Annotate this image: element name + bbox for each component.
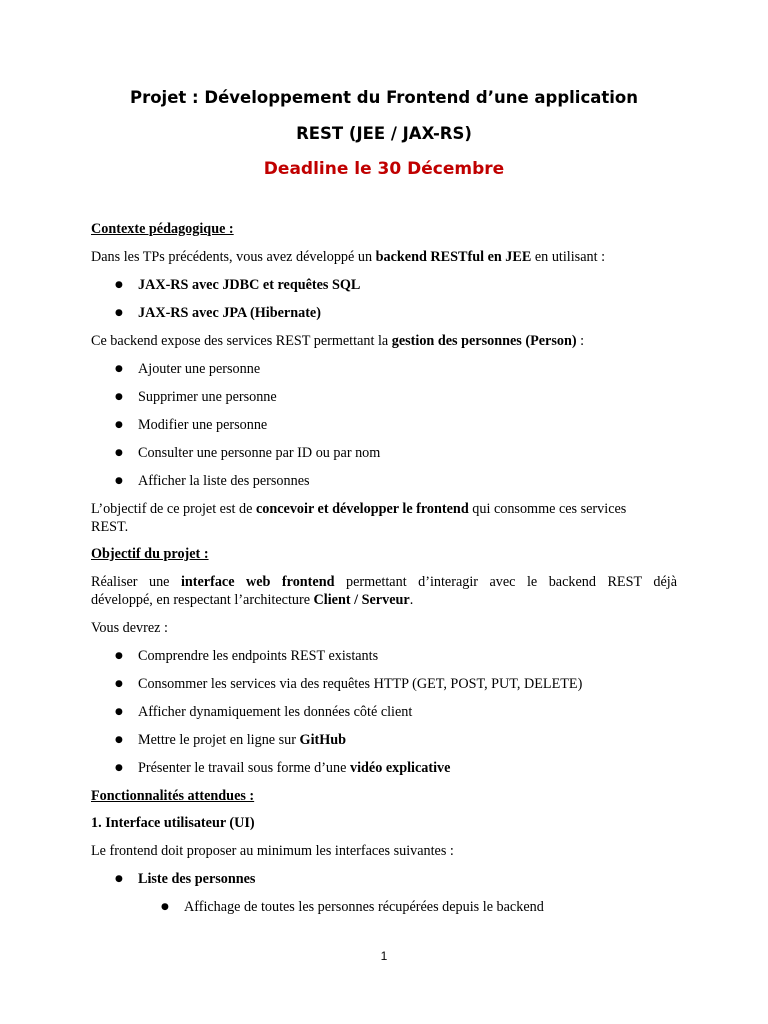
task-text: Afficher dynamiquement les données côté client — [138, 704, 413, 720]
bullet-icon: ● — [115, 448, 123, 458]
ui-intro: Le frontend doit proposer au minimum les interfaces suivantes : — [91, 843, 454, 859]
section-heading-objectif: Objectif du projet : — [91, 546, 209, 562]
objective-statement-text-end: qui consomme ces services — [468, 501, 627, 517]
vous-devrez-label: Vous devrez : — [91, 620, 168, 636]
objective-statement — [91, 500, 626, 518]
tech-list-item: JAX-RS avec JPA (Hibernate) — [138, 305, 321, 321]
bullet-icon: ● — [161, 902, 169, 912]
task-list-item — [138, 759, 450, 777]
task-list-item — [138, 647, 378, 665]
objectif-description-text-end: permettant d’interagir avec le backend REST déjà — [334, 574, 677, 590]
objectif-description — [91, 573, 677, 591]
deadline-notice: Deadline le 30 Décembre — [263, 159, 505, 179]
section-heading-contexte: Contexte pédagogique : — [91, 221, 234, 237]
contexte-intro — [91, 248, 605, 266]
bullet-icon: ● — [115, 308, 123, 318]
ui-list-item: Liste des personnes — [138, 871, 256, 887]
service-list-item: Ajouter une personne — [138, 361, 261, 377]
objectif-description-continued — [91, 591, 413, 609]
bullet-icon: ● — [115, 735, 123, 745]
objectif-description-text-end: . — [409, 592, 414, 608]
bullet-icon: ● — [115, 392, 123, 402]
services-intro-text: Ce backend expose des services REST permettant la — [91, 333, 392, 349]
services-intro-text-end: : — [576, 333, 585, 349]
service-list-item: Supprimer une personne — [138, 389, 277, 405]
task-list-item — [138, 731, 346, 749]
services-intro — [91, 332, 584, 350]
objective-statement-continued: REST. — [91, 519, 129, 535]
bullet-icon: ● — [115, 874, 123, 884]
bullet-icon: ● — [115, 651, 123, 661]
service-list-item: Modifier une personne — [138, 417, 268, 433]
bullet-icon: ● — [115, 679, 123, 689]
task-emphasis: GitHub — [299, 732, 347, 748]
task-text: Présenter le travail sous forme d’une — [138, 760, 350, 776]
objectif-description-text: développé, en respectant l’architecture — [91, 592, 314, 608]
objective-statement-text: L’objectif de ce projet est de — [91, 501, 256, 517]
contexte-intro-text: Dans les TPs précédents, vous avez développé un — [91, 249, 376, 265]
tech-list-item: JAX-RS avec JDBC et requêtes SQL — [138, 277, 361, 293]
objectif-description-text: Réaliser une — [91, 574, 181, 590]
bullet-icon: ● — [115, 763, 123, 773]
ui-sub-list-item: Affichage de toutes les personnes récupérées depuis le backend — [184, 899, 544, 915]
task-list-item — [138, 703, 412, 721]
objective-statement-emphasis: concevoir et développer le frontend — [255, 501, 469, 517]
document-title-line-2: REST (JEE / JAX-RS) — [296, 124, 472, 143]
bullet-icon: ● — [115, 364, 123, 374]
task-emphasis: vidéo explicative — [349, 760, 451, 776]
task-text: Mettre le projet en ligne sur — [138, 732, 300, 748]
task-text: Comprendre les endpoints REST existants — [138, 648, 379, 664]
bullet-icon: ● — [115, 707, 123, 717]
service-list-item: Consulter une personne par ID ou par nom — [138, 445, 381, 461]
task-list-item — [138, 675, 582, 693]
bullet-icon: ● — [115, 420, 123, 430]
service-list-item: Afficher la liste des personnes — [138, 473, 310, 489]
objectif-description-emphasis: interface web frontend — [180, 574, 335, 590]
subsection-heading-ui: 1. Interface utilisateur (UI) — [91, 815, 255, 831]
contexte-intro-emphasis: backend RESTful en JEE — [375, 249, 532, 265]
section-heading-fonctionnalites: Fonctionnalités attendues : — [91, 788, 255, 804]
bullet-icon: ● — [115, 476, 123, 486]
services-intro-emphasis: gestion des personnes (Person) — [391, 333, 577, 349]
objectif-description-emphasis: Client / Serveur — [313, 592, 410, 608]
bullet-icon: ● — [115, 280, 123, 290]
page-number: 1 — [380, 949, 388, 963]
task-text: Consommer les services via des requêtes HTTP (GET, POST, PUT, DELETE) — [138, 676, 583, 692]
document-title-line-1: Projet : Développement du Frontend d’une application — [129, 88, 639, 107]
contexte-intro-text-end: en utilisant : — [531, 249, 606, 265]
